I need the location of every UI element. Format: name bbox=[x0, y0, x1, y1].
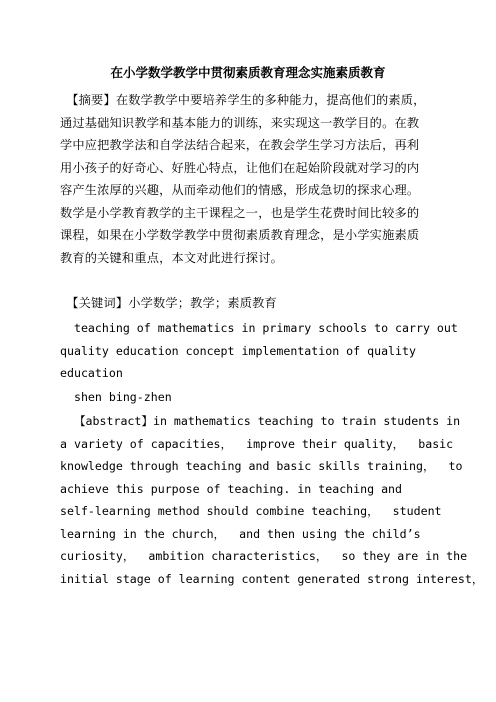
keywords-cn bbox=[60, 292, 442, 315]
document-title: 在小学数学教学中贯彻素质教育理念实施素质教育 bbox=[110, 65, 386, 80]
abstract-en bbox=[60, 410, 484, 590]
abstract-en-line: 【abstract】in mathematics teaching to train students in bbox=[60, 414, 461, 428]
abstract-cn-line: 【摘要】在数学教学中要培养学生的多种能力，提高他们的素质， bbox=[60, 93, 426, 107]
title-en-line: education bbox=[60, 366, 123, 380]
title-en-line: teaching of mathematics in primary schools to carry out bbox=[60, 321, 458, 335]
title-en bbox=[60, 317, 458, 385]
abstract-cn-line: 通过基础知识教学和基本能力的训练，来实现这一教学目的。在教 bbox=[60, 115, 420, 130]
abstract-en-line: learning in the church， and then using the child’s bbox=[60, 526, 421, 541]
abstract-cn-line: 教育的关键和重点，本文对此进行探讨。 bbox=[60, 250, 283, 265]
abstract-en-line: initial stage of learning content generated strong interest， bbox=[60, 571, 484, 586]
abstract-en-line: curiosity， ambition characteristics， so they are in the bbox=[60, 549, 468, 563]
abstract-cn-line: 用小孩子的好奇心、好胜心特点，让他们在起始阶段就对学习的内 bbox=[60, 160, 420, 175]
abstract-cn-line: 学中应把教学法和自学法结合起来，在教会学生学习方法后，再利 bbox=[60, 138, 420, 152]
keywords-cn-line: 【关键词】小学数学；教学；素质教育 bbox=[60, 296, 277, 310]
abstract-en-line: self-learning method should combine teaching， student bbox=[60, 504, 442, 518]
abstract-en-line: achieve this purpose of teaching. in teaching and bbox=[60, 481, 403, 496]
abstract-en-line: a variety of capacities， improve their quality， basic bbox=[60, 436, 454, 451]
abstract-cn-line: 课程，如果在小学数学教学中贯彻素质教育理念，是小学实施素质 bbox=[60, 228, 420, 242]
author-en bbox=[60, 386, 450, 409]
abstract-cn bbox=[60, 89, 442, 269]
abstract-cn-line: 容产生浓厚的兴趣，从而牵动他们的情感，形成急切的探求心理。 bbox=[60, 183, 420, 197]
abstract-cn-line: 数学是小学教育教学的主干课程之一，也是学生花费时间比较多的 bbox=[60, 205, 420, 220]
title-en-line: quality education concept implementation of quality bbox=[60, 343, 416, 358]
author-en-line: shen bing-zhen bbox=[60, 390, 172, 404]
abstract-en-line: knowledge through teaching and basic skills training， to bbox=[60, 459, 463, 473]
